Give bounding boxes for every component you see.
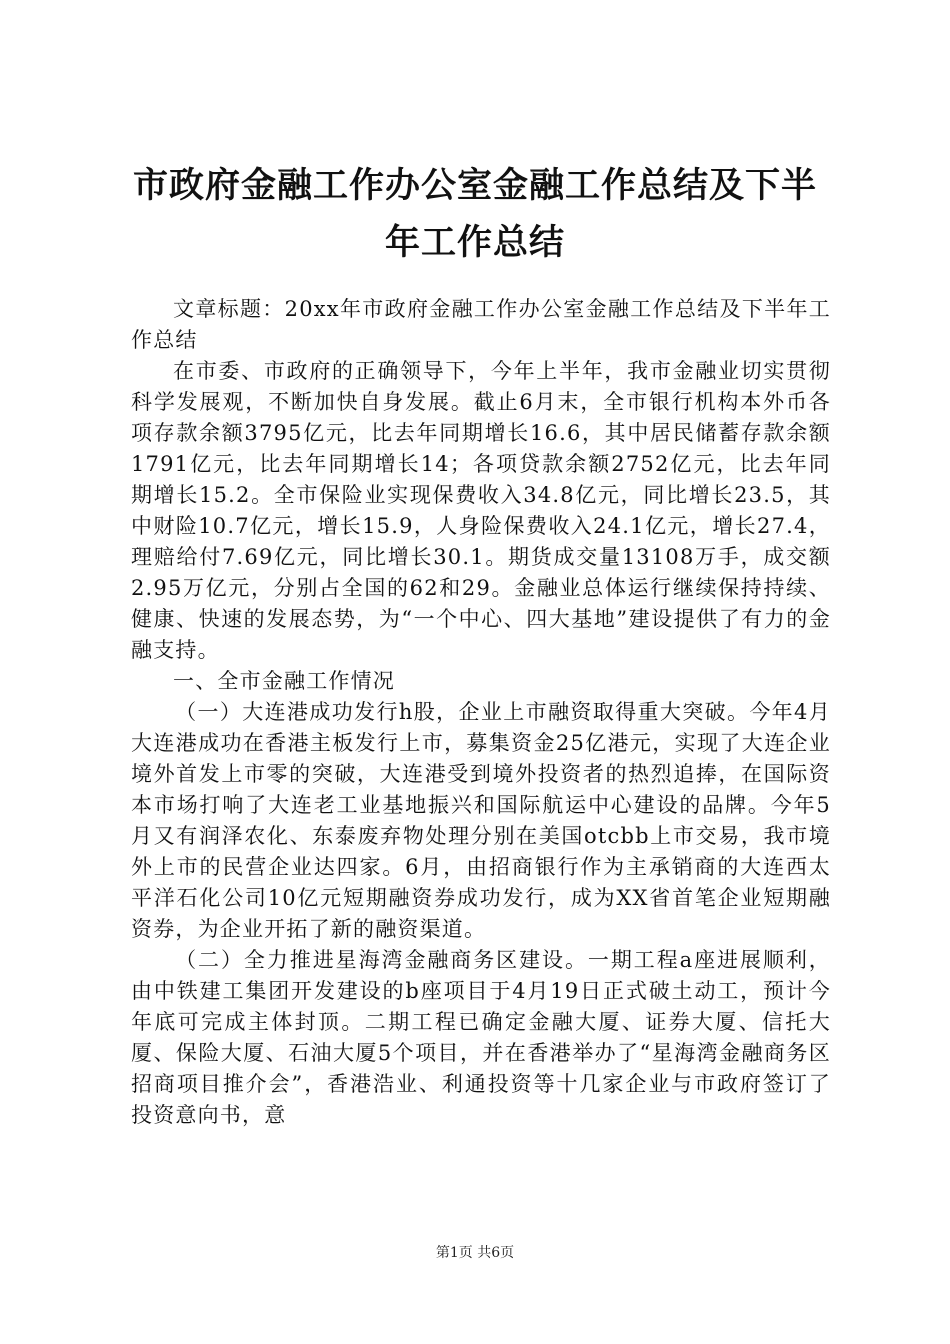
subsection-paragraph-2: （二）全力推进星海湾金融商务区建设。一期工程a座进展顺利，由中铁建工集团开发建设的b座项目于4月19日正式破土动工，预计今年底可完成主体封顶。二期工程已确定金融大厦、证券大厦、信托大厦、保险大厦、石油大厦5个项目，并在香港举办了“星海湾金融商务区招商项目推介会”，香港浩业、利通投资等十几家企业与市政府签订了投资意向书，意 — [131, 948, 831, 1127]
summary-paragraph: 在市委、市政府的正确领导下，今年上半年，我市金融业切实贯彻科学发展观，不断加快自身发展。截止6月末，全市银行机构本外币各项存款余额3795亿元，比去年同期增长16.6，其中居民储蓄存款余额1791亿元，比去年同期增长14；各项贷款余额2752亿元，比去年同期增长15.2。全市保险业实现保费收入34.8亿元，同比增长23.5，其中财险10.7亿元，增长15.9，人身险保费收入24.1亿元，增长27.4，理赔给付7.69亿元，同比增长30.1。期货成交量13108万手，成交额2.95万亿元，分别占全国的62和29。金融业总体运行继续保持持续、健康、快速的发展态势，为“一个中心、四大基地”建设提供了有力的金融支持。 — [131, 359, 831, 662]
document-title: 市政府金融工作办公室金融工作总结及下半年工作总结 — [132, 166, 817, 263]
article-title-paragraph: 文章标题：20xx年市政府金融工作办公室金融工作总结及下半年工作总结 — [131, 297, 831, 352]
document-body — [131, 294, 831, 1131]
page-footer: 第1页 共6页 — [435, 1245, 515, 1261]
subsection-paragraph-1: （一）大连港成功发行h股，企业上市融资取得重大突破。今年4月大连港成功在香港主板发行上市，募集资金25亿港元，实现了大连企业境外首发上市零的突破，大连港受到境外投资者的热烈追捧，在国际资本市场打响了大连老工业基地振兴和国际航运中心建设的品牌。今年5月又有润泽农化、东泰废弃物处理分别在美国otcbb上市交易，我市境外上市的民营企业达四家。6月，由招商银行作为主承销商的大连西太平洋石化公司10亿元短期融资券成功发行，成为XX省首笔企业短期融资券，为企业开拓了新的融资渠道。 — [131, 700, 831, 941]
section-heading: 一、全市金融工作情况 — [173, 669, 395, 693]
